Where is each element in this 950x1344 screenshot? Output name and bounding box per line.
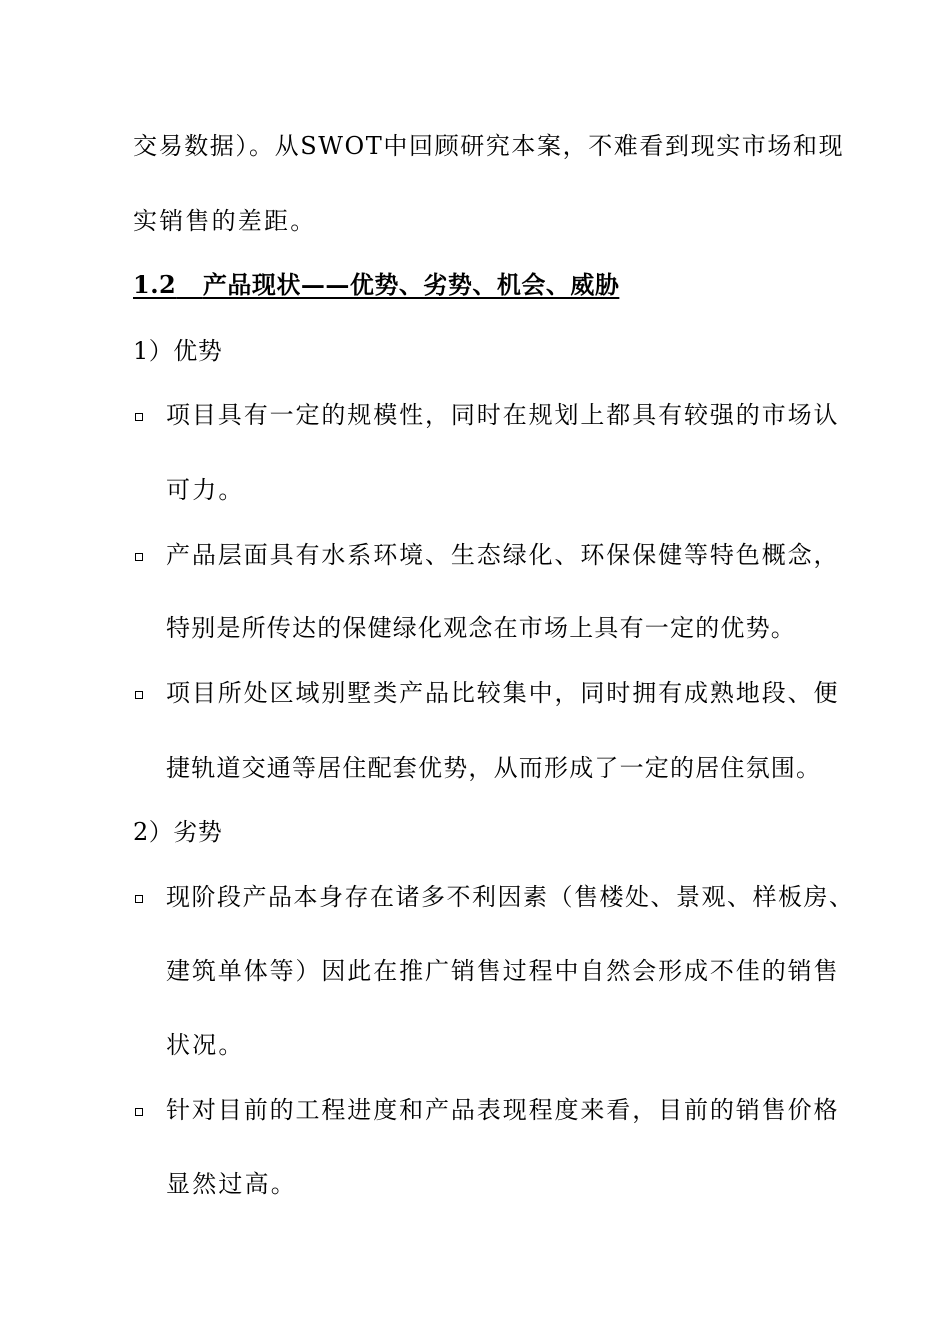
section-number: 1.2 xyxy=(133,270,177,299)
advantage-item-3-line-1: 项目所处区域别墅类产品比较集中，同时拥有成熟地段、便 xyxy=(166,679,840,707)
advantage-item-1-line-1: 项目具有一定的规模性，同时在规划上都具有较强的市场认 xyxy=(166,401,840,429)
intro-line-2: 实销售的差距。 xyxy=(133,207,317,235)
advantage-item-2-line-1: 产品层面具有水系环境、生态绿化、环保保健等特色概念， xyxy=(166,541,840,569)
section-heading xyxy=(133,270,619,300)
advantage-item-3-line-2: 捷轨道交通等居住配套优势，从而形成了一定的居住氛围。 xyxy=(166,754,822,782)
advantage-item-1-line-2: 可力。 xyxy=(166,476,245,504)
bullet-icon xyxy=(135,691,143,699)
intro-line-1: 交易数据）。从SWOT中回顾研究本案，不难看到现实市场和现 xyxy=(133,132,845,160)
advantage-item-2-line-2: 特别是所传达的保健绿化观念在市场上具有一定的优势。 xyxy=(166,614,796,642)
bullet-icon xyxy=(135,553,143,561)
bullet-icon xyxy=(135,413,143,421)
disadvantage-item-1-line-3: 状况。 xyxy=(166,1031,245,1059)
advantages-label: 1）优势 xyxy=(133,337,223,365)
section-title: 产品现状——优势、劣势、机会、威胁 xyxy=(202,270,620,299)
disadvantage-item-1-line-2: 建筑单体等）因此在推广销售过程中自然会形成不佳的销售 xyxy=(166,957,840,985)
disadvantage-item-1-line-1: 现阶段产品本身存在诸多不利因素（售楼处、景观、样板房、 xyxy=(166,883,855,911)
disadvantage-item-2-line-1: 针对目前的工程进度和产品表现程度来看，目前的销售价格 xyxy=(166,1096,840,1124)
bullet-icon xyxy=(135,1108,143,1116)
disadvantages-label: 2）劣势 xyxy=(133,818,223,846)
disadvantage-item-2-line-2: 显然过高。 xyxy=(166,1170,297,1198)
bullet-icon xyxy=(135,895,143,903)
